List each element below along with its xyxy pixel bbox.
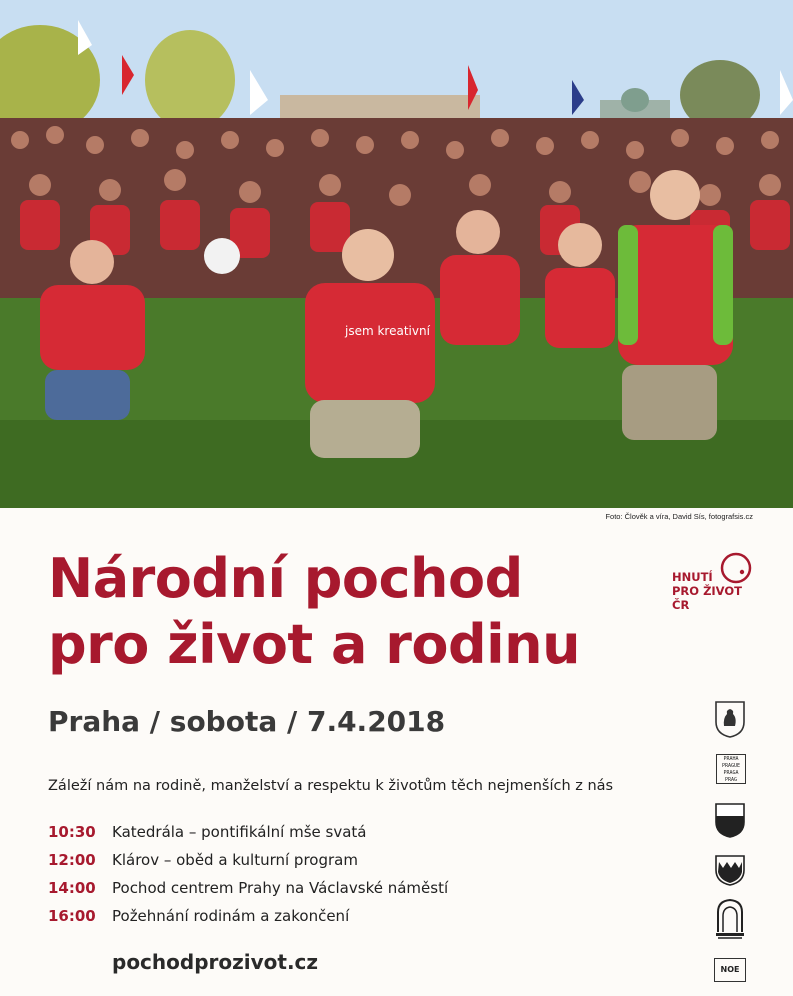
schedule-item	[48, 902, 448, 930]
dome	[621, 88, 649, 112]
logo-line-2: PRO ŽIVOT	[672, 584, 742, 598]
schedule-desc: Pochod centrem Prahy na Václavské náměstí	[112, 879, 449, 897]
logo-text	[672, 570, 742, 612]
praha-text: PRAHA	[723, 756, 739, 762]
praga-text: PRAGA	[723, 770, 739, 776]
tree-mid	[145, 30, 235, 130]
schedule-desc: Klárov – oběd a kulturní program	[112, 851, 358, 869]
event-date-location: Praha / sobota / 7.4.2018	[48, 705, 446, 738]
photo-credit: Foto: Člověk a víra, David Sís, fotografsis.cz	[605, 512, 753, 521]
schedule-item	[48, 874, 448, 902]
schedule-item	[48, 846, 448, 874]
logo-line-1: HNUTÍ	[672, 570, 713, 584]
title-line-1: Národní pochod	[48, 547, 523, 610]
church-arch-icon	[714, 898, 746, 940]
schedule-time: 10:30	[48, 823, 96, 841]
schedule-time: 16:00	[48, 907, 96, 925]
prag-text: PRAG	[724, 777, 738, 783]
hnuti-pro-zivot-logo	[672, 552, 762, 622]
prague-text: PRAGUE	[721, 763, 741, 769]
white-balloon	[204, 238, 240, 274]
lion-crest-icon	[714, 700, 746, 738]
schedule-time: 14:00	[48, 879, 96, 897]
schedule-desc: Katedrála – pontifikální mše svatá	[112, 823, 367, 841]
logo-line-3: ČR	[672, 598, 690, 612]
noe-tv-icon: NOE	[714, 958, 746, 982]
website-link[interactable]: pochodprozivot.cz	[112, 950, 319, 974]
white-red-shield-icon	[714, 802, 746, 838]
schedule-item	[48, 818, 448, 846]
schedule-time: 12:00	[48, 851, 96, 869]
schedule-list	[48, 818, 448, 930]
title-line-2: pro život a rodinu	[48, 613, 581, 676]
praha-logo-icon	[716, 754, 746, 784]
schedule-desc: Požehnání rodinám a zakončení	[112, 907, 350, 925]
crowned-shield-icon	[714, 852, 746, 886]
shirt-text: jsem kreativní	[345, 324, 430, 338]
tagline: Záleží nám na rodině, manželství a respektu k životům těch nejmenších z nás	[48, 778, 614, 794]
page-title	[48, 546, 580, 678]
